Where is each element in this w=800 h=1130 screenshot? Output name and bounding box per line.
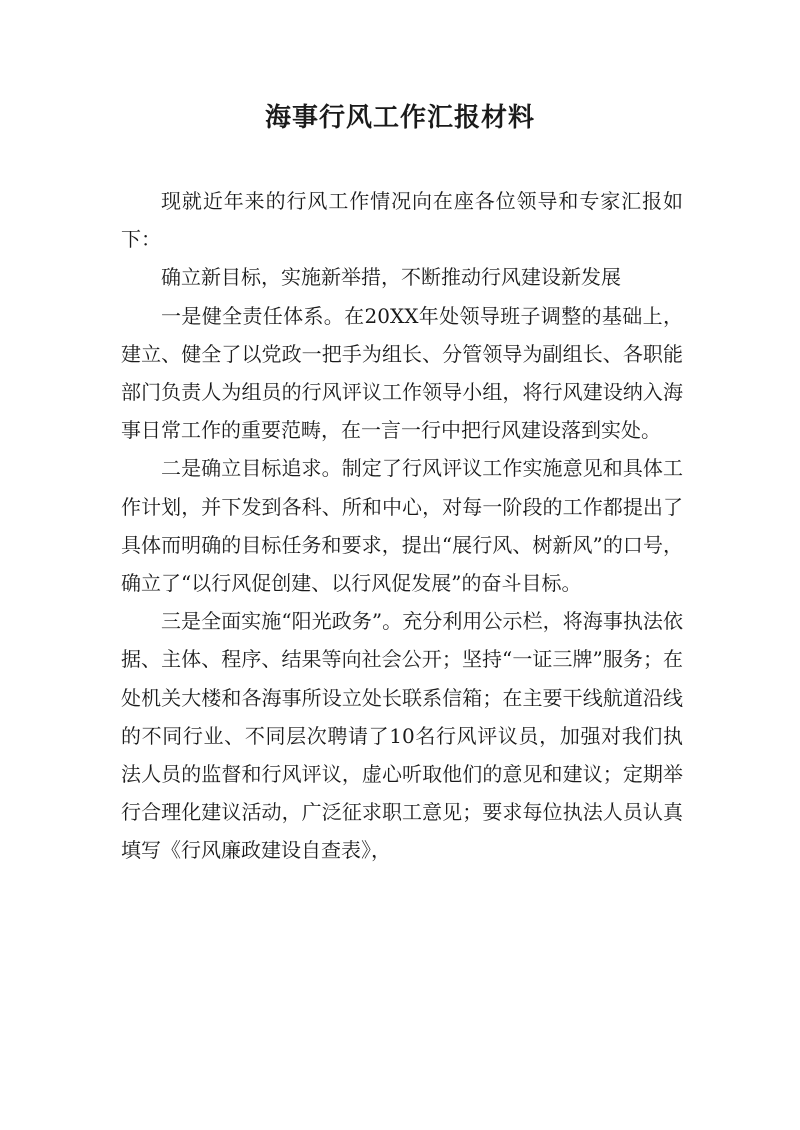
paragraph-goals: 二是确立目标追求。制定了行风评议工作实施意见和具体工作计划，并下发到各科、所和中心，对每一阶段的工作都提出了具体而明确的目标任务和要求，提出“展行风、树新风”的口号，确立了“以行风促创建、以行风促发展”的奋斗目标。 <box>121 456 683 596</box>
paragraph-heading: 确立新目标，实施新举措，不断推动行风建设新发展 <box>161 265 621 290</box>
document-body <box>121 182 683 870</box>
paragraph-sunshine-governance: 三是全面实施“阳光政务”。充分利用公示栏，将海事执法依据、主体、程序、结果等向社会公开；坚持“一证三牌”服务；在处机关大楼和各海事所设立处长联系信箱；在主要干线航道沿线的不同行业、不同层次聘请了10名行风评议员，加强对我们执法人员的监督和行风评议，虚心听取他们的意见和建议；定期举行合理化建议活动，广泛征求职工意见；要求每位执法人员认真填写《行风廉政建设自查表》， <box>121 609 683 863</box>
paragraph-intro: 现就近年来的行风工作情况向在座各位领导和专家汇报如下： <box>121 189 683 252</box>
page-title: 海事行风工作汇报材料 <box>264 103 535 133</box>
paragraph-responsibility: 一是健全责任体系。在20XX年处领导班子调整的基础上，建立、健全了以党政一把手为组长、分管领导为副组长、各职能部门负责人为组员的行风评议工作领导小组，将行风建设纳入海事日常工作的重要范畴，在一言一行中把行风建设落到实处。 <box>121 303 683 443</box>
